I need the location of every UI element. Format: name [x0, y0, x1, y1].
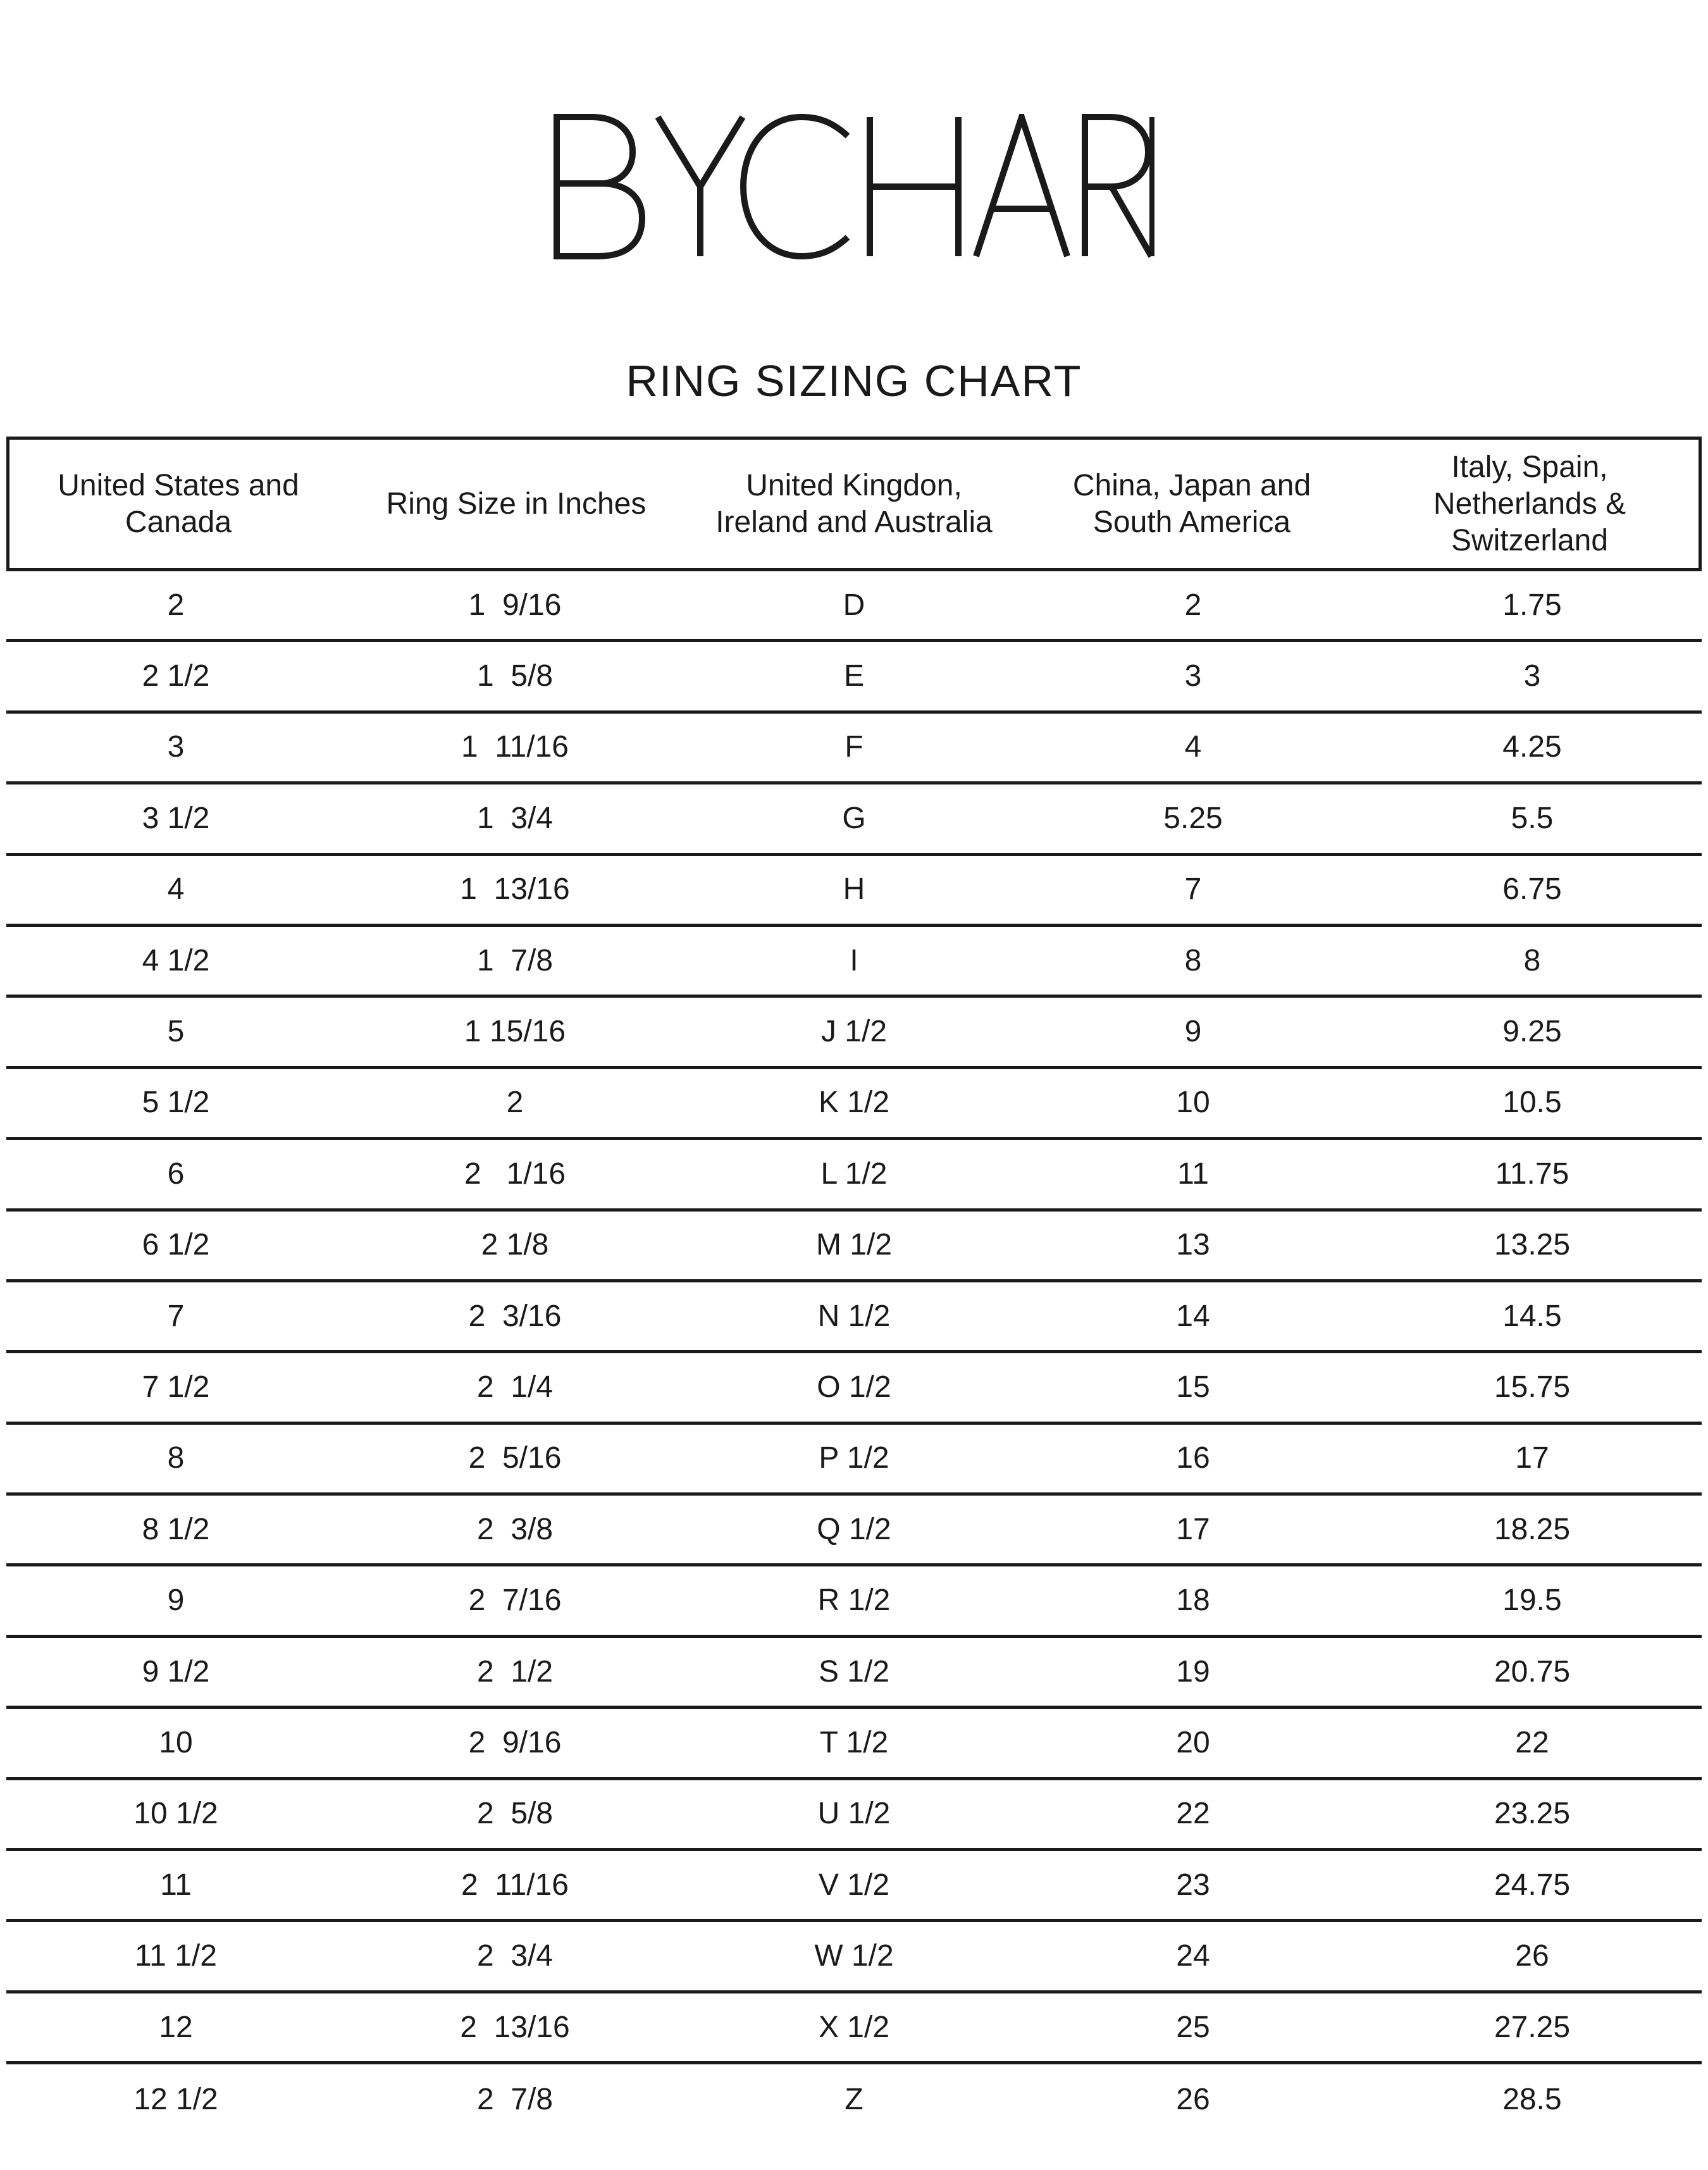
cell-uk-ireland-australia: Z — [845, 2083, 863, 2117]
cell-china-japan-south-america: 25 — [1176, 2010, 1210, 2044]
cell-uk-ireland-australia: I — [850, 943, 858, 977]
cell-uk-ireland-australia: O 1/2 — [817, 1370, 891, 1404]
cell-china-japan-south-america: 16 — [1176, 1441, 1210, 1475]
cell-italy-spain-netherlands-switzerland: 27.25 — [1494, 2010, 1571, 2044]
cell-italy-spain-netherlands-switzerland: 9.25 — [1502, 1015, 1562, 1049]
cell-inches: 2 11/16 — [461, 1868, 569, 1902]
cell-china-japan-south-america: 19 — [1176, 1654, 1210, 1689]
table-row — [6, 1212, 1702, 1282]
cell-inches: 2 1/4 — [476, 1370, 554, 1404]
cell-uk-ireland-australia: E — [843, 659, 864, 693]
header-inches: Ring Size in Inches — [386, 487, 647, 521]
table-row — [6, 2064, 1702, 2135]
table-row — [6, 1425, 1702, 1496]
cell-italy-spain-netherlands-switzerland: 15.75 — [1494, 1370, 1571, 1404]
table-row — [6, 998, 1702, 1069]
cell-us-canada: 6 1/2 — [142, 1228, 210, 1262]
cell-china-japan-south-america: 24 — [1176, 1939, 1210, 1973]
cell-inches: 2 1/16 — [464, 1156, 566, 1191]
cell-uk-ireland-australia: L 1/2 — [820, 1156, 888, 1191]
cell-italy-spain-netherlands-switzerland: 11.75 — [1495, 1156, 1569, 1191]
cell-inches: 2 9/16 — [468, 1725, 562, 1759]
table-row — [6, 1638, 1702, 1709]
cell-inches: 2 1/8 — [481, 1228, 549, 1262]
cell-us-canada: 7 1/2 — [142, 1370, 210, 1404]
cell-inches: 2 3/4 — [476, 1939, 554, 1973]
cell-china-japan-south-america: 3 — [1184, 659, 1202, 693]
table-row — [6, 1851, 1702, 1922]
cell-us-canada: 3 — [167, 730, 185, 764]
cell-us-canada: 6 — [167, 1156, 185, 1191]
cell-uk-ireland-australia: H — [843, 872, 865, 907]
cell-inches: 1 3/4 — [476, 801, 554, 835]
cell-italy-spain-netherlands-switzerland: 4.25 — [1502, 730, 1562, 764]
cell-us-canada: 2 1/2 — [142, 659, 210, 693]
cell-uk-ireland-australia: V 1/2 — [818, 1868, 890, 1902]
cell-italy-spain-netherlands-switzerland: 10.5 — [1502, 1086, 1562, 1120]
cell-inches: 2 5/16 — [468, 1441, 562, 1475]
table-row — [6, 1993, 1702, 2064]
cell-us-canada: 10 — [159, 1725, 193, 1759]
cell-china-japan-south-america: 14 — [1176, 1299, 1210, 1333]
cell-uk-ireland-australia: Q 1/2 — [817, 1512, 891, 1546]
cell-italy-spain-netherlands-switzerland: 22 — [1515, 1725, 1549, 1759]
cell-inches: 2 7/8 — [476, 2083, 554, 2117]
cell-italy-spain-netherlands-switzerland: 19.5 — [1502, 1584, 1562, 1618]
table-row — [6, 927, 1702, 998]
cell-china-japan-south-america: 2 — [1184, 588, 1202, 622]
ring-size-table — [6, 437, 1702, 2136]
cell-us-canada: 8 — [167, 1441, 185, 1475]
cell-italy-spain-netherlands-switzerland: 18.25 — [1494, 1512, 1571, 1546]
cell-us-canada: 4 1/2 — [142, 943, 210, 977]
cell-inches: 1 11/16 — [461, 730, 569, 764]
cell-china-japan-south-america: 13 — [1176, 1228, 1210, 1262]
cell-china-japan-south-america: 26 — [1176, 2083, 1210, 2117]
cell-italy-spain-netherlands-switzerland: 8 — [1523, 943, 1541, 977]
cell-us-canada: 10 1/2 — [133, 1797, 218, 1831]
cell-china-japan-south-america: 10 — [1176, 1086, 1210, 1120]
cell-us-canada: 4 — [167, 872, 185, 907]
cell-inches: 1 13/16 — [460, 872, 570, 907]
cell-italy-spain-netherlands-switzerland: 23.25 — [1494, 1797, 1571, 1831]
cell-inches: 2 3/16 — [468, 1299, 562, 1333]
table-row — [6, 1282, 1702, 1353]
table-row — [6, 1353, 1702, 1424]
cell-inches: 2 — [506, 1086, 524, 1120]
table-row — [6, 642, 1702, 713]
cell-uk-ireland-australia: K 1/2 — [818, 1086, 890, 1120]
cell-italy-spain-netherlands-switzerland: 5.5 — [1511, 801, 1554, 835]
cell-uk-ireland-australia: P 1/2 — [819, 1441, 889, 1475]
cell-china-japan-south-america: 15 — [1176, 1370, 1210, 1404]
cell-italy-spain-netherlands-switzerland: 6.75 — [1502, 872, 1562, 907]
cell-inches: 2 3/8 — [476, 1512, 554, 1546]
cell-china-japan-south-america: 8 — [1184, 943, 1202, 977]
header-italy-spain-netherlands-switzerland: Italy, Spain, Netherlands & Switzerland — [1433, 450, 1626, 557]
cell-china-japan-south-america: 23 — [1176, 1868, 1210, 1902]
table-row — [6, 1140, 1702, 1211]
cell-italy-spain-netherlands-switzerland: 26 — [1515, 1939, 1549, 1973]
table-row — [6, 1069, 1702, 1140]
cell-us-canada: 12 1/2 — [133, 2083, 218, 2117]
table-header — [6, 437, 1702, 571]
cell-china-japan-south-america: 20 — [1176, 1725, 1210, 1759]
cell-china-japan-south-america: 4 — [1184, 730, 1202, 764]
cell-us-canada: 8 1/2 — [142, 1512, 210, 1546]
header-us-canada: United States and Canada — [58, 468, 299, 539]
cell-us-canada: 5 — [167, 1015, 185, 1049]
cell-uk-ireland-australia: W 1/2 — [814, 1939, 894, 1973]
cell-italy-spain-netherlands-switzerland: 24.75 — [1494, 1868, 1571, 1902]
cell-china-japan-south-america: 9 — [1184, 1015, 1202, 1049]
cell-uk-ireland-australia: N 1/2 — [817, 1299, 891, 1333]
cell-uk-ireland-australia: S 1/2 — [818, 1654, 890, 1689]
cell-inches: 1 15/16 — [464, 1015, 566, 1049]
cell-china-japan-south-america: 5.25 — [1163, 801, 1223, 835]
table-row — [6, 714, 1702, 784]
cell-italy-spain-netherlands-switzerland: 17 — [1515, 1441, 1549, 1475]
cell-uk-ireland-australia: F — [845, 730, 863, 764]
table-row — [6, 571, 1702, 642]
cell-china-japan-south-america: 11 — [1177, 1156, 1209, 1191]
cell-inches: 1 9/16 — [468, 588, 562, 622]
cell-uk-ireland-australia: G — [842, 801, 866, 835]
cell-china-japan-south-america: 22 — [1176, 1797, 1210, 1831]
cell-us-canada: 11 — [160, 1868, 192, 1902]
cell-us-canada: 7 — [167, 1299, 185, 1333]
cell-inches: 2 1/2 — [476, 1654, 554, 1689]
cell-uk-ireland-australia: D — [843, 588, 865, 622]
cell-italy-spain-netherlands-switzerland: 14.5 — [1502, 1299, 1562, 1333]
cell-us-canada: 9 1/2 — [142, 1654, 210, 1689]
cell-inches: 1 5/8 — [476, 659, 554, 693]
header-china-japan-south-america: China, Japan and South America — [1072, 468, 1311, 539]
table-row — [6, 1709, 1702, 1780]
cell-us-canada: 3 1/2 — [142, 801, 210, 835]
table-row — [6, 856, 1702, 927]
page-title: RING SIZING CHART — [626, 356, 1082, 406]
cell-inches: 2 7/16 — [468, 1584, 562, 1618]
cell-italy-spain-netherlands-switzerland: 3 — [1523, 659, 1541, 693]
cell-china-japan-south-america: 7 — [1184, 872, 1202, 907]
cell-italy-spain-netherlands-switzerland: 13.25 — [1494, 1228, 1571, 1262]
cell-italy-spain-netherlands-switzerland: 1.75 — [1502, 588, 1562, 622]
cell-uk-ireland-australia: M 1/2 — [815, 1228, 893, 1262]
cell-us-canada: 11 1/2 — [135, 1939, 217, 1973]
cell-italy-spain-netherlands-switzerland: 28.5 — [1502, 2083, 1562, 2117]
cell-china-japan-south-america: 17 — [1176, 1512, 1210, 1546]
table-row — [6, 1780, 1702, 1851]
table-row — [6, 1922, 1702, 1993]
table-row — [6, 1566, 1702, 1637]
cell-uk-ireland-australia: T 1/2 — [819, 1725, 889, 1759]
cell-uk-ireland-australia: J 1/2 — [820, 1015, 888, 1049]
header-uk-ireland-australia: United Kingdon, Ireland and Australia — [715, 468, 993, 539]
table-row — [6, 1496, 1702, 1566]
cell-us-canada: 9 — [167, 1584, 185, 1618]
cell-us-canada: 2 — [167, 588, 185, 622]
cell-uk-ireland-australia: R 1/2 — [817, 1584, 891, 1618]
cell-inches: 1 7/8 — [476, 943, 554, 977]
cell-uk-ireland-australia: X 1/2 — [818, 2010, 890, 2044]
cell-inches: 2 5/8 — [476, 1797, 554, 1831]
cell-italy-spain-netherlands-switzerland: 20.75 — [1494, 1654, 1571, 1689]
table-row — [6, 784, 1702, 855]
cell-us-canada: 12 — [159, 2010, 193, 2044]
table-body — [6, 571, 1702, 2136]
cell-us-canada: 5 1/2 — [142, 1086, 210, 1120]
brand-logo — [0, 114, 1708, 278]
cell-china-japan-south-america: 18 — [1176, 1584, 1210, 1618]
cell-inches: 2 13/16 — [460, 2010, 570, 2044]
cell-uk-ireland-australia: U 1/2 — [817, 1797, 891, 1831]
